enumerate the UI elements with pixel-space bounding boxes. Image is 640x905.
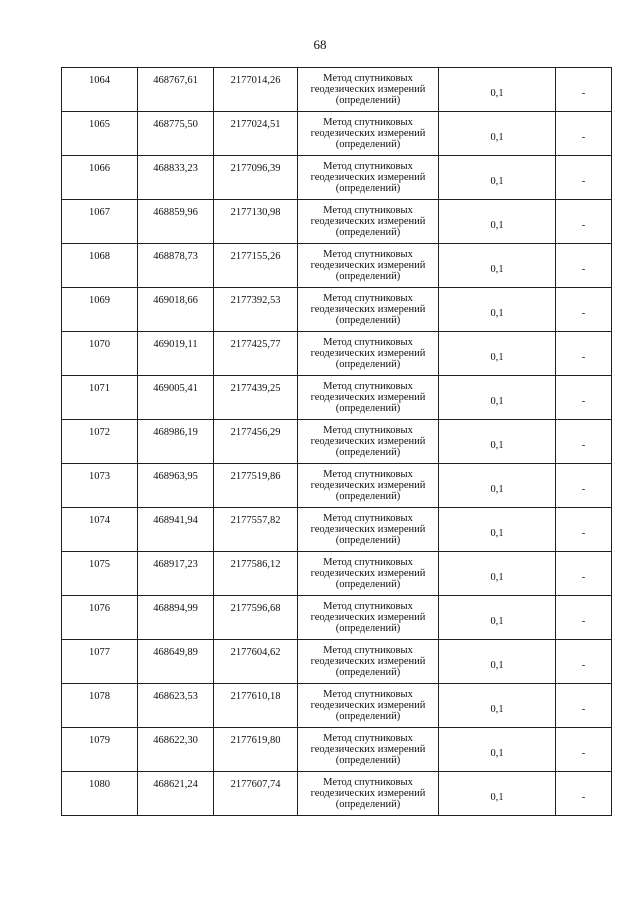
method-line: Метод спутниковых	[323, 601, 413, 612]
accuracy-cell-text: 0,1	[490, 308, 504, 319]
method-line: Метод спутниковых	[323, 469, 413, 480]
x-coordinate-cell	[138, 772, 214, 816]
method-line: (определений)	[335, 227, 401, 238]
accuracy-cell-text: 0,1	[490, 440, 504, 451]
table-row	[62, 464, 612, 508]
point-number-cell	[62, 508, 138, 552]
y-coordinate-cell-text: 2177024,51	[230, 119, 281, 130]
y-coordinate-cell-text: 2177610,18	[230, 691, 281, 702]
accuracy-cell-text: 0,1	[490, 352, 504, 363]
y-coordinate-cell	[214, 68, 298, 112]
method-line: Метод спутниковых	[323, 777, 413, 788]
accuracy-cell	[439, 288, 556, 332]
y-coordinate-cell-text: 2177519,86	[230, 471, 281, 482]
method-cell	[298, 288, 439, 332]
method-line: геодезических измерений	[310, 128, 426, 139]
accuracy-cell-text: 0,1	[490, 220, 504, 231]
point-number-cell-text: 1076	[89, 603, 110, 614]
coordinates-table	[61, 67, 612, 816]
y-coordinate-cell-text: 2177439,25	[230, 383, 281, 394]
x-coordinate-cell-text: 468859,96	[153, 207, 198, 218]
method-line: Метод спутниковых	[323, 249, 413, 260]
accuracy-cell	[439, 464, 556, 508]
extra-cell	[556, 552, 612, 596]
extra-cell	[556, 332, 612, 376]
accuracy-cell-text: 0,1	[490, 616, 504, 627]
point-number-cell	[62, 244, 138, 288]
table-row	[62, 376, 612, 420]
method-cell	[298, 640, 439, 684]
point-number-cell-text: 1065	[89, 119, 110, 130]
accuracy-cell-text: 0,1	[490, 264, 504, 275]
point-number-cell-text: 1068	[89, 251, 110, 262]
extra-cell	[556, 684, 612, 728]
y-coordinate-cell	[214, 244, 298, 288]
y-coordinate-cell	[214, 420, 298, 464]
y-coordinate-cell-text: 2177392,53	[230, 295, 281, 306]
table-row	[62, 244, 612, 288]
accuracy-cell-text: 0,1	[490, 396, 504, 407]
method-cell	[298, 508, 439, 552]
method-line: геодезических измерений	[310, 524, 426, 535]
y-coordinate-cell-text: 2177014,26	[230, 75, 281, 86]
accuracy-cell	[439, 420, 556, 464]
method-line: геодезических измерений	[310, 436, 426, 447]
accuracy-cell-text: 0,1	[490, 88, 504, 99]
accuracy-cell	[439, 728, 556, 772]
y-coordinate-cell-text: 2177456,29	[230, 427, 281, 438]
method-line: геодезических измерений	[310, 84, 426, 95]
method-line: Метод спутниковых	[323, 733, 413, 744]
method-cell	[298, 552, 439, 596]
method-cell	[298, 68, 439, 112]
method-line: Метод спутниковых	[323, 337, 413, 348]
point-number-cell	[62, 200, 138, 244]
extra-cell	[556, 288, 612, 332]
method-cell	[298, 772, 439, 816]
x-coordinate-cell	[138, 728, 214, 772]
point-number-cell	[62, 640, 138, 684]
method-line: Метод спутниковых	[323, 381, 413, 392]
extra-cell-text: -	[581, 704, 586, 715]
method-line: Метод спутниковых	[323, 513, 413, 524]
x-coordinate-cell-text: 468623,53	[153, 691, 198, 702]
extra-cell-text: -	[581, 352, 586, 363]
accuracy-cell	[439, 156, 556, 200]
extra-cell-text: -	[581, 176, 586, 187]
method-line: (определений)	[335, 315, 401, 326]
extra-cell	[556, 420, 612, 464]
method-cell	[298, 596, 439, 640]
accuracy-cell	[439, 640, 556, 684]
x-coordinate-cell	[138, 332, 214, 376]
accuracy-cell	[439, 772, 556, 816]
accuracy-cell-text: 0,1	[490, 748, 504, 759]
accuracy-cell	[439, 508, 556, 552]
extra-cell-text: -	[581, 660, 586, 671]
table-body	[62, 68, 612, 816]
extra-cell-text: -	[581, 440, 586, 451]
method-cell	[298, 200, 439, 244]
accuracy-cell-text: 0,1	[490, 792, 504, 803]
accuracy-cell-text: 0,1	[490, 704, 504, 715]
extra-cell-text: -	[581, 308, 586, 319]
method-line: (определений)	[335, 95, 401, 106]
extra-cell	[556, 200, 612, 244]
x-coordinate-cell-text: 468894,99	[153, 603, 198, 614]
y-coordinate-cell-text: 2177619,80	[230, 735, 281, 746]
point-number-cell-text: 1072	[89, 427, 110, 438]
method-cell	[298, 684, 439, 728]
accuracy-cell	[439, 552, 556, 596]
y-coordinate-cell-text: 2177155,26	[230, 251, 281, 262]
extra-cell	[556, 772, 612, 816]
table-row	[62, 332, 612, 376]
point-number-cell	[62, 112, 138, 156]
extra-cell-text: -	[581, 616, 586, 627]
method-line: (определений)	[335, 271, 401, 282]
method-cell	[298, 332, 439, 376]
y-coordinate-cell-text: 2177425,77	[230, 339, 281, 350]
x-coordinate-cell-text: 468775,50	[153, 119, 198, 130]
y-coordinate-cell	[214, 332, 298, 376]
extra-cell	[556, 112, 612, 156]
method-cell	[298, 156, 439, 200]
y-coordinate-cell-text: 2177096,39	[230, 163, 281, 174]
method-line: (определений)	[335, 755, 401, 766]
x-coordinate-cell-text: 468878,73	[153, 251, 198, 262]
point-number-cell	[62, 728, 138, 772]
point-number-cell	[62, 684, 138, 728]
y-coordinate-cell	[214, 376, 298, 420]
x-coordinate-cell-text: 469018,66	[153, 295, 198, 306]
table-row	[62, 640, 612, 684]
point-number-cell	[62, 420, 138, 464]
table-row	[62, 728, 612, 772]
method-line: геодезических измерений	[310, 612, 426, 623]
x-coordinate-cell-text: 468917,23	[153, 559, 198, 570]
method-line: Метод спутниковых	[323, 425, 413, 436]
table-row	[62, 200, 612, 244]
method-cell	[298, 244, 439, 288]
page-number: 68	[313, 37, 327, 52]
extra-cell-text: -	[581, 792, 586, 803]
extra-cell	[556, 728, 612, 772]
method-line: Метод спутниковых	[323, 161, 413, 172]
method-line: (определений)	[335, 667, 401, 678]
table-row	[62, 596, 612, 640]
method-line: (определений)	[335, 403, 401, 414]
y-coordinate-cell	[214, 684, 298, 728]
table-row	[62, 508, 612, 552]
table-row	[62, 684, 612, 728]
accuracy-cell-text: 0,1	[490, 132, 504, 143]
method-line: (определений)	[335, 183, 401, 194]
x-coordinate-cell-text: 468621,24	[153, 779, 198, 790]
extra-cell-text: -	[581, 572, 586, 583]
x-coordinate-cell-text: 469019,11	[153, 339, 198, 350]
method-line: (определений)	[335, 711, 401, 722]
accuracy-cell-text: 0,1	[490, 484, 504, 495]
method-cell	[298, 464, 439, 508]
point-number-cell	[62, 288, 138, 332]
table-row	[62, 112, 612, 156]
point-number-cell	[62, 772, 138, 816]
extra-cell	[556, 244, 612, 288]
method-line: геодезических измерений	[310, 260, 426, 271]
method-line: Метод спутниковых	[323, 117, 413, 128]
method-line: Метод спутниковых	[323, 557, 413, 568]
method-line: геодезических измерений	[310, 304, 426, 315]
y-coordinate-cell-text: 2177130,98	[230, 207, 281, 218]
accuracy-cell-text: 0,1	[490, 528, 504, 539]
y-coordinate-cell	[214, 156, 298, 200]
x-coordinate-cell-text: 468941,94	[153, 515, 198, 526]
y-coordinate-cell	[214, 112, 298, 156]
method-line: (определений)	[335, 447, 401, 458]
accuracy-cell	[439, 112, 556, 156]
method-line: Метод спутниковых	[323, 645, 413, 656]
method-line: геодезических измерений	[310, 480, 426, 491]
accuracy-cell-text: 0,1	[490, 176, 504, 187]
extra-cell-text: -	[581, 528, 586, 539]
y-coordinate-cell	[214, 552, 298, 596]
x-coordinate-cell-text: 468986,19	[153, 427, 198, 438]
accuracy-cell	[439, 332, 556, 376]
x-coordinate-cell-text: 468649,89	[153, 647, 198, 658]
extra-cell	[556, 508, 612, 552]
y-coordinate-cell	[214, 596, 298, 640]
y-coordinate-cell	[214, 728, 298, 772]
extra-cell	[556, 640, 612, 684]
method-line: геодезических измерений	[310, 744, 426, 755]
extra-cell	[556, 596, 612, 640]
x-coordinate-cell	[138, 420, 214, 464]
method-line: геодезических измерений	[310, 348, 426, 359]
x-coordinate-cell	[138, 68, 214, 112]
point-number-cell-text: 1071	[89, 383, 110, 394]
point-number-cell	[62, 464, 138, 508]
accuracy-cell-text: 0,1	[490, 660, 504, 671]
table-row	[62, 156, 612, 200]
method-line: (определений)	[335, 799, 401, 810]
accuracy-cell	[439, 244, 556, 288]
method-cell	[298, 376, 439, 420]
method-line: геодезических измерений	[310, 700, 426, 711]
point-number-cell-text: 1066	[89, 163, 110, 174]
x-coordinate-cell	[138, 508, 214, 552]
y-coordinate-cell	[214, 772, 298, 816]
method-line: геодезических измерений	[310, 568, 426, 579]
x-coordinate-cell-text: 468833,23	[153, 163, 198, 174]
y-coordinate-cell	[214, 288, 298, 332]
method-line: (определений)	[335, 491, 401, 502]
table-row	[62, 552, 612, 596]
x-coordinate-cell	[138, 156, 214, 200]
method-line: геодезических измерений	[310, 392, 426, 403]
accuracy-cell-text: 0,1	[490, 572, 504, 583]
x-coordinate-cell	[138, 640, 214, 684]
point-number-cell	[62, 68, 138, 112]
method-line: геодезических измерений	[310, 788, 426, 799]
accuracy-cell	[439, 200, 556, 244]
method-cell	[298, 112, 439, 156]
extra-cell-text: -	[581, 264, 586, 275]
point-number-cell-text: 1080	[89, 779, 110, 790]
method-line: (определений)	[335, 579, 401, 590]
x-coordinate-cell-text: 468622,30	[153, 735, 198, 746]
extra-cell	[556, 464, 612, 508]
y-coordinate-cell-text: 2177607,74	[230, 779, 281, 790]
method-line: геодезических измерений	[310, 656, 426, 667]
table-row	[62, 772, 612, 816]
x-coordinate-cell	[138, 552, 214, 596]
y-coordinate-cell	[214, 464, 298, 508]
point-number-cell-text: 1069	[89, 295, 110, 306]
point-number-cell	[62, 596, 138, 640]
method-cell	[298, 420, 439, 464]
y-coordinate-cell-text: 2177586,12	[230, 559, 281, 570]
extra-cell-text: -	[581, 220, 586, 231]
y-coordinate-cell-text: 2177596,68	[230, 603, 281, 614]
x-coordinate-cell-text: 468963,95	[153, 471, 198, 482]
accuracy-cell	[439, 68, 556, 112]
point-number-cell-text: 1067	[89, 207, 110, 218]
y-coordinate-cell	[214, 508, 298, 552]
method-line: геодезических измерений	[310, 172, 426, 183]
method-line: Метод спутниковых	[323, 293, 413, 304]
method-line: геодезических измерений	[310, 216, 426, 227]
x-coordinate-cell	[138, 112, 214, 156]
point-number-cell-text: 1078	[89, 691, 110, 702]
method-line: (определений)	[335, 535, 401, 546]
x-coordinate-cell	[138, 200, 214, 244]
extra-cell-text: -	[581, 396, 586, 407]
method-line: Метод спутниковых	[323, 205, 413, 216]
y-coordinate-cell	[214, 640, 298, 684]
accuracy-cell	[439, 596, 556, 640]
method-line: Метод спутниковых	[323, 689, 413, 700]
table-row	[62, 68, 612, 112]
x-coordinate-cell	[138, 244, 214, 288]
extra-cell-text: -	[581, 88, 586, 99]
x-coordinate-cell	[138, 596, 214, 640]
table-row	[62, 288, 612, 332]
method-line: (определений)	[335, 623, 401, 634]
y-coordinate-cell	[214, 200, 298, 244]
point-number-cell	[62, 156, 138, 200]
point-number-cell-text: 1073	[89, 471, 110, 482]
extra-cell-text: -	[581, 484, 586, 495]
extra-cell	[556, 376, 612, 420]
x-coordinate-cell-text: 468767,61	[153, 75, 198, 86]
extra-cell	[556, 68, 612, 112]
point-number-cell-text: 1077	[89, 647, 110, 658]
x-coordinate-cell	[138, 684, 214, 728]
y-coordinate-cell-text: 2177557,82	[230, 515, 281, 526]
point-number-cell	[62, 552, 138, 596]
x-coordinate-cell	[138, 464, 214, 508]
table-row	[62, 420, 612, 464]
point-number-cell	[62, 332, 138, 376]
accuracy-cell	[439, 376, 556, 420]
method-line: (определений)	[335, 139, 401, 150]
x-coordinate-cell	[138, 288, 214, 332]
x-coordinate-cell	[138, 376, 214, 420]
extra-cell	[556, 156, 612, 200]
extra-cell-text: -	[581, 748, 586, 759]
method-line: (определений)	[335, 359, 401, 370]
method-cell	[298, 728, 439, 772]
point-number-cell-text: 1075	[89, 559, 110, 570]
point-number-cell	[62, 376, 138, 420]
point-number-cell-text: 1064	[89, 75, 110, 86]
point-number-cell-text: 1079	[89, 735, 110, 746]
accuracy-cell	[439, 684, 556, 728]
point-number-cell-text: 1070	[89, 339, 110, 350]
extra-cell-text: -	[581, 132, 586, 143]
point-number-cell-text: 1074	[89, 515, 110, 526]
method-line: Метод спутниковых	[323, 73, 413, 84]
y-coordinate-cell-text: 2177604,62	[230, 647, 281, 658]
x-coordinate-cell-text: 469005,41	[153, 383, 198, 394]
